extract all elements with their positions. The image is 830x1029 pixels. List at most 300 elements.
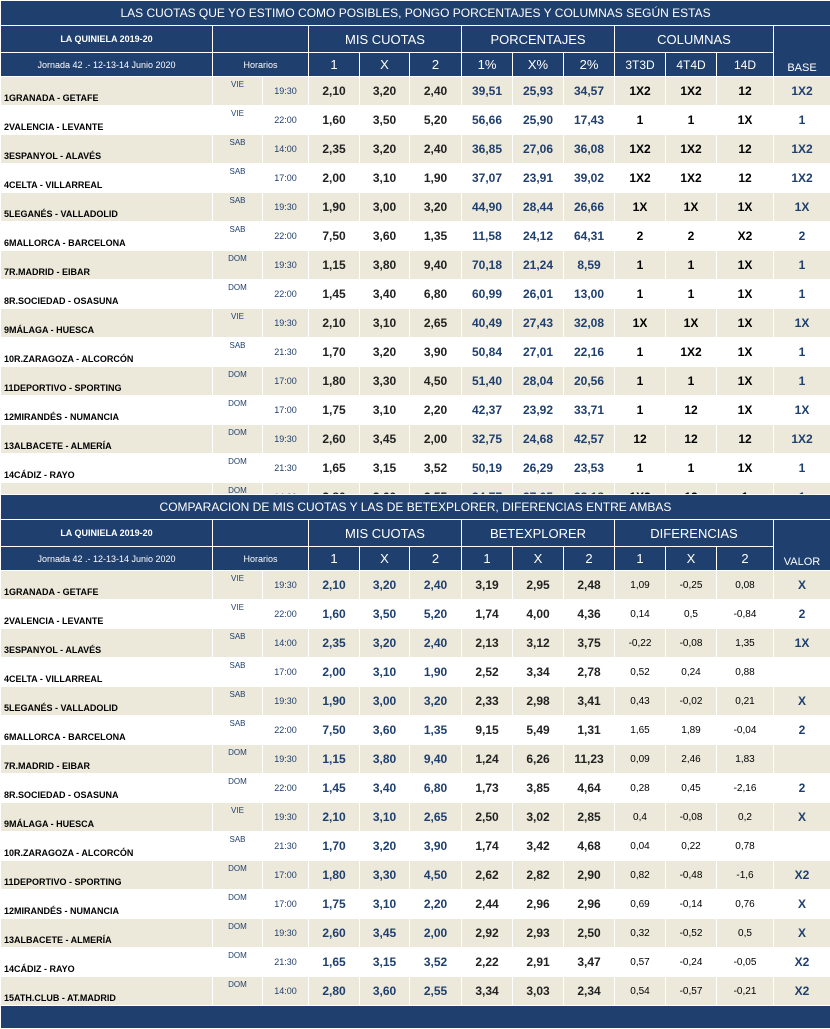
value-cell: 2,40 [410,629,462,658]
value-cell: 42,57 [564,425,615,454]
value-cell: 2,20 [410,890,462,919]
value-cell: 2,00 [309,164,360,193]
value-cell: 24,12 [513,222,564,251]
table-row [1,222,830,251]
match-name: 1GRANADA - GETAFE [1,77,213,106]
value-cell: 6,26 [513,745,564,774]
value-cell: 3,90 [410,832,462,861]
match-time: 21:30 [263,948,309,977]
match-day: SAB [213,629,263,658]
value-cell: 2,65 [410,309,462,338]
match-name: 14CÁDIZ - RAYO [1,948,213,977]
value-cell: 0,09 [615,745,666,774]
match-name: 1GRANADA - GETAFE [1,571,213,600]
value-cell: 39,51 [462,77,513,106]
table-row [1,251,830,280]
value-cell: 3,34 [513,658,564,687]
match-day: DOM [213,977,263,1006]
value-cell: 3,60 [360,977,410,1006]
value-cell: 12 [666,425,717,454]
table-row [1,716,830,745]
match-name: 11DEPORTIVO - SPORTING [1,367,213,396]
value-cell: 0,5 [666,600,717,629]
value-cell: -0,24 [666,948,717,977]
valor-header: VALOR [774,520,830,571]
value-cell: 25,90 [513,106,564,135]
value-cell: 2,20 [410,396,462,425]
value-cell: 2,46 [666,745,717,774]
match-day: VIE [213,571,263,600]
value-cell: 23,91 [513,164,564,193]
col-header: X [513,547,564,571]
value-cell: 2,60 [309,425,360,454]
value-cell: 2,82 [513,861,564,890]
match-day: SAB [213,135,263,164]
value-cell: 2,92 [462,919,513,948]
value-cell: 3,20 [360,338,410,367]
value-cell: -0,57 [666,977,717,1006]
table-row [1,280,830,309]
table-row [1,919,830,948]
value-cell: 0,45 [666,774,717,803]
value-cell: 3,41 [564,687,615,716]
value-cell: 1X [717,367,774,396]
value-cell: 1X2 [774,425,830,454]
value-cell: 3,10 [360,803,410,832]
value-cell: 2,80 [309,977,360,1006]
value-cell: 2,35 [309,629,360,658]
match-time: 17:00 [263,164,309,193]
group-betexplorer: BETEXPLORER [462,520,615,547]
value-cell: -2,16 [717,774,774,803]
value-cell: 1X2 [666,135,717,164]
col-header: X [360,53,410,77]
match-time: 19:30 [263,251,309,280]
value-cell: 11,58 [462,222,513,251]
match-day: VIE [213,77,263,106]
value-cell: 3,60 [360,716,410,745]
match-name: 6MALLORCA - BARCELONA [1,716,213,745]
col-header: 2 [717,547,774,571]
value-cell: 2,78 [564,658,615,687]
value-cell: 1X2 [666,338,717,367]
value-cell: 3,30 [360,367,410,396]
value-cell: 32,75 [462,425,513,454]
match-time: 22:00 [263,716,309,745]
match-time: 22:00 [263,600,309,629]
table-row [1,135,830,164]
value-cell: 0,52 [615,658,666,687]
match-day: SAB [213,193,263,222]
value-cell: 0,88 [717,658,774,687]
value-cell: 11,23 [564,745,615,774]
match-day: SAB [213,832,263,861]
value-cell: -0,02 [666,687,717,716]
value-cell: 1 [666,280,717,309]
value-cell: 3,30 [360,861,410,890]
value-cell: 2,55 [410,977,462,1006]
value-cell: 2 [666,222,717,251]
table-row [1,890,830,919]
value-cell: 13,00 [564,280,615,309]
value-cell: 7,50 [309,222,360,251]
match-day: DOM [213,396,263,425]
match-name: 9MÁLAGA - HUESCA [1,309,213,338]
table-row [1,425,830,454]
value-cell: 3,00 [360,193,410,222]
value-cell: 0,14 [615,600,666,629]
jornada-label: Jornada 42 .- 12-13-14 Junio 2020 [1,547,213,571]
value-cell: 23,92 [513,396,564,425]
horarios-header: Horarios [213,547,309,571]
match-day: DOM [213,367,263,396]
value-cell: 1 [615,454,666,483]
value-cell: 3,15 [360,948,410,977]
value-cell: 4,00 [513,600,564,629]
value-cell [774,832,830,861]
value-cell: 1X [774,629,830,658]
group-diferencias: DIFERENCIAS [615,520,774,547]
table-row [1,106,830,135]
value-cell: 2 [774,716,830,745]
table-row [1,629,830,658]
value-cell: 2,00 [410,425,462,454]
value-cell: X [774,890,830,919]
match-day: SAB [213,687,263,716]
value-cell: 1,60 [309,600,360,629]
value-cell: 2,90 [564,861,615,890]
col-header: 1 [615,547,666,571]
value-cell: -0,14 [666,890,717,919]
value-cell: 37,07 [462,164,513,193]
value-cell: 1,24 [462,745,513,774]
value-cell: 1 [615,106,666,135]
value-cell: 1,75 [309,396,360,425]
match-name: 7R.MADRID - EIBAR [1,251,213,280]
match-day: DOM [213,948,263,977]
value-cell: 2,40 [410,77,462,106]
value-cell: -0,48 [666,861,717,890]
value-cell: X [774,571,830,600]
value-cell: -0,22 [615,629,666,658]
value-cell: 1,60 [309,106,360,135]
value-cell: 1,73 [462,774,513,803]
group-porcentajes: PORCENTAJES [462,26,615,53]
value-cell: 3,45 [360,425,410,454]
value-cell: 3,90 [410,338,462,367]
value-cell: 1,70 [309,832,360,861]
value-cell: 25,93 [513,77,564,106]
value-cell: X [774,803,830,832]
match-name: 8R.SOCIEDAD - OSASUNA [1,280,213,309]
match-day: DOM [213,774,263,803]
table-row [1,164,830,193]
value-cell: 2,50 [462,803,513,832]
value-cell: 1,35 [717,629,774,658]
value-cell: 1 [666,454,717,483]
table-row [1,745,830,774]
value-cell: -0,84 [717,600,774,629]
value-cell: X2 [717,222,774,251]
col-header: 4T4D [666,53,717,77]
value-cell: 1X2 [666,77,717,106]
match-time: 21:30 [263,338,309,367]
value-cell: 0,32 [615,919,666,948]
value-cell: 8,59 [564,251,615,280]
value-cell: 1 [615,396,666,425]
col-header: 1 [462,547,513,571]
value-cell: 1,83 [717,745,774,774]
value-cell: 0,69 [615,890,666,919]
value-cell: -0,08 [666,803,717,832]
value-cell: 3,10 [360,890,410,919]
value-cell: 1,74 [462,832,513,861]
value-cell: 6,80 [410,280,462,309]
match-name: 2VALENCIA - LEVANTE [1,600,213,629]
match-time: 17:00 [263,890,309,919]
value-cell: 1,45 [309,774,360,803]
match-name: 3ESPANYOL - ALAVÉS [1,135,213,164]
quiniela-label: LA QUINIELA 2019-20 [1,26,213,53]
match-time: 14:00 [263,977,309,1006]
value-cell: 3,40 [360,774,410,803]
value-cell: 1,90 [309,687,360,716]
value-cell: 3,34 [462,977,513,1006]
value-cell: 1,35 [410,222,462,251]
value-cell: 1 [774,106,830,135]
value-cell: 3,10 [360,658,410,687]
value-cell: -0,52 [666,919,717,948]
col-header: 1% [462,53,513,77]
match-time: 17:00 [263,396,309,425]
value-cell: 40,49 [462,309,513,338]
value-cell: 3,03 [513,977,564,1006]
table-row [1,803,830,832]
value-cell: 3,10 [360,164,410,193]
value-cell: 9,15 [462,716,513,745]
value-cell: 2,22 [462,948,513,977]
table-row [1,193,830,222]
table-row [1,367,830,396]
table-row [1,658,830,687]
value-cell: 28,44 [513,193,564,222]
value-cell: 1,90 [410,164,462,193]
value-cell: 1,35 [410,716,462,745]
match-day: SAB [213,338,263,367]
value-cell: 7,50 [309,716,360,745]
value-cell: 1 [666,251,717,280]
value-cell: 56,66 [462,106,513,135]
value-cell: 42,37 [462,396,513,425]
value-cell: 3,85 [513,774,564,803]
horarios-spacer [213,520,309,547]
value-cell: 1X [717,338,774,367]
match-time: 21:30 [263,454,309,483]
value-cell: 3,20 [360,629,410,658]
value-cell: 1 [615,280,666,309]
comparison-table [0,494,830,1029]
value-cell: 3,10 [360,309,410,338]
value-cell: 27,01 [513,338,564,367]
table-row [1,338,830,367]
value-cell: 1,80 [309,861,360,890]
value-cell: 1 [774,251,830,280]
value-cell: 2 [615,222,666,251]
match-name: 4CELTA - VILLARREAL [1,658,213,687]
quiniela-label: LA QUINIELA 2019-20 [1,520,213,547]
value-cell: 3,20 [360,135,410,164]
value-cell: 2,10 [309,571,360,600]
value-cell: 1X [615,193,666,222]
value-cell: 2,60 [309,919,360,948]
match-name: 3ESPANYOL - ALAVÉS [1,629,213,658]
value-cell: 3,20 [360,571,410,600]
value-cell: 0,5 [717,919,774,948]
value-cell: 17,43 [564,106,615,135]
value-cell: 0,57 [615,948,666,977]
value-cell: 2,62 [462,861,513,890]
value-cell: 1,89 [666,716,717,745]
match-day: VIE [213,803,263,832]
table-row [1,774,830,803]
table-row [1,309,830,338]
value-cell: 12 [717,425,774,454]
col-header: 1 [309,53,360,77]
col-header: X [360,547,410,571]
value-cell: 0,22 [666,832,717,861]
value-cell: 1,80 [309,367,360,396]
value-cell: 1X [717,454,774,483]
value-cell: X [774,919,830,948]
value-cell: 2,40 [410,135,462,164]
table-row [1,77,830,106]
value-cell: 2 [774,222,830,251]
match-time: 19:30 [263,745,309,774]
table-row [1,571,830,600]
value-cell: 12 [717,164,774,193]
value-cell: 2,93 [513,919,564,948]
value-cell: 1X2 [666,164,717,193]
value-cell: 0,2 [717,803,774,832]
match-name: 15ATH.CLUB - AT.MADRID [1,977,213,1006]
value-cell: 0,21 [717,687,774,716]
value-cell: 1X2 [774,77,830,106]
value-cell: 2,95 [513,571,564,600]
value-cell: 12 [717,77,774,106]
match-name: 13ALBACETE - ALMERÍA [1,425,213,454]
value-cell: 1,70 [309,338,360,367]
value-cell: 1,15 [309,745,360,774]
value-cell: 22,16 [564,338,615,367]
value-cell: 3,42 [513,832,564,861]
value-cell: 1X [717,309,774,338]
match-time: 19:30 [263,687,309,716]
match-time: 19:30 [263,309,309,338]
value-cell: 3,50 [360,600,410,629]
value-cell: 64,31 [564,222,615,251]
match-name: 12MIRANDÉS - NUMANCIA [1,890,213,919]
value-cell: 3,80 [360,251,410,280]
value-cell: -0,04 [717,716,774,745]
value-cell: 3,20 [360,832,410,861]
value-cell: 3,10 [360,396,410,425]
value-cell: 3,00 [360,687,410,716]
value-cell: 12 [717,135,774,164]
value-cell: 1 [666,106,717,135]
value-cell: 0,08 [717,571,774,600]
value-cell: 1,15 [309,251,360,280]
group-mis-cuotas: MIS CUOTAS [309,26,462,53]
value-cell: 1X [717,193,774,222]
match-day: DOM [213,861,263,890]
value-cell: 28,04 [513,367,564,396]
value-cell: 12 [666,396,717,425]
value-cell: 34,57 [564,77,615,106]
value-cell: 60,99 [462,280,513,309]
value-cell: 0,4 [615,803,666,832]
value-cell: 2,52 [462,658,513,687]
match-day: VIE [213,106,263,135]
value-cell: 1X [717,106,774,135]
value-cell: X2 [774,861,830,890]
value-cell: 1 [774,454,830,483]
value-cell: 1X2 [774,135,830,164]
value-cell: 50,19 [462,454,513,483]
value-cell: 1 [774,367,830,396]
value-cell: 0,54 [615,977,666,1006]
value-cell: X [774,687,830,716]
table-row [1,600,830,629]
value-cell: 2,91 [513,948,564,977]
value-cell: 2,48 [564,571,615,600]
value-cell: 0,24 [666,658,717,687]
match-time: 14:00 [263,629,309,658]
value-cell: 32,08 [564,309,615,338]
match-day: DOM [213,454,263,483]
value-cell: 3,40 [360,280,410,309]
value-cell: 1,74 [462,600,513,629]
match-time: 19:30 [263,919,309,948]
value-cell: 2 [774,774,830,803]
value-cell: 1,09 [615,571,666,600]
value-cell: 24,68 [513,425,564,454]
value-cell: 2,96 [564,890,615,919]
value-cell: 6,80 [410,774,462,803]
value-cell: 1X [717,396,774,425]
value-cell: 1,65 [309,948,360,977]
table-row [1,977,830,1006]
col-header: 2 [410,53,462,77]
value-cell: 2,96 [513,890,564,919]
jornada-label: Jornada 42 .- 12-13-14 Junio 2020 [1,53,213,77]
match-time: 21:30 [263,832,309,861]
match-time: 17:00 [263,367,309,396]
match-time: 19:30 [263,571,309,600]
table-row [1,832,830,861]
base-header: BASE [774,26,830,77]
value-cell: 1 [774,280,830,309]
col-header: 2 [564,547,615,571]
value-cell: 3,52 [410,454,462,483]
value-cell: 2,13 [462,629,513,658]
value-cell: 21,24 [513,251,564,280]
value-cell: 1,75 [309,890,360,919]
value-cell: 5,49 [513,716,564,745]
value-cell: 27,06 [513,135,564,164]
value-cell: 1 [615,367,666,396]
value-cell: 3,20 [410,687,462,716]
col-header: 2% [564,53,615,77]
